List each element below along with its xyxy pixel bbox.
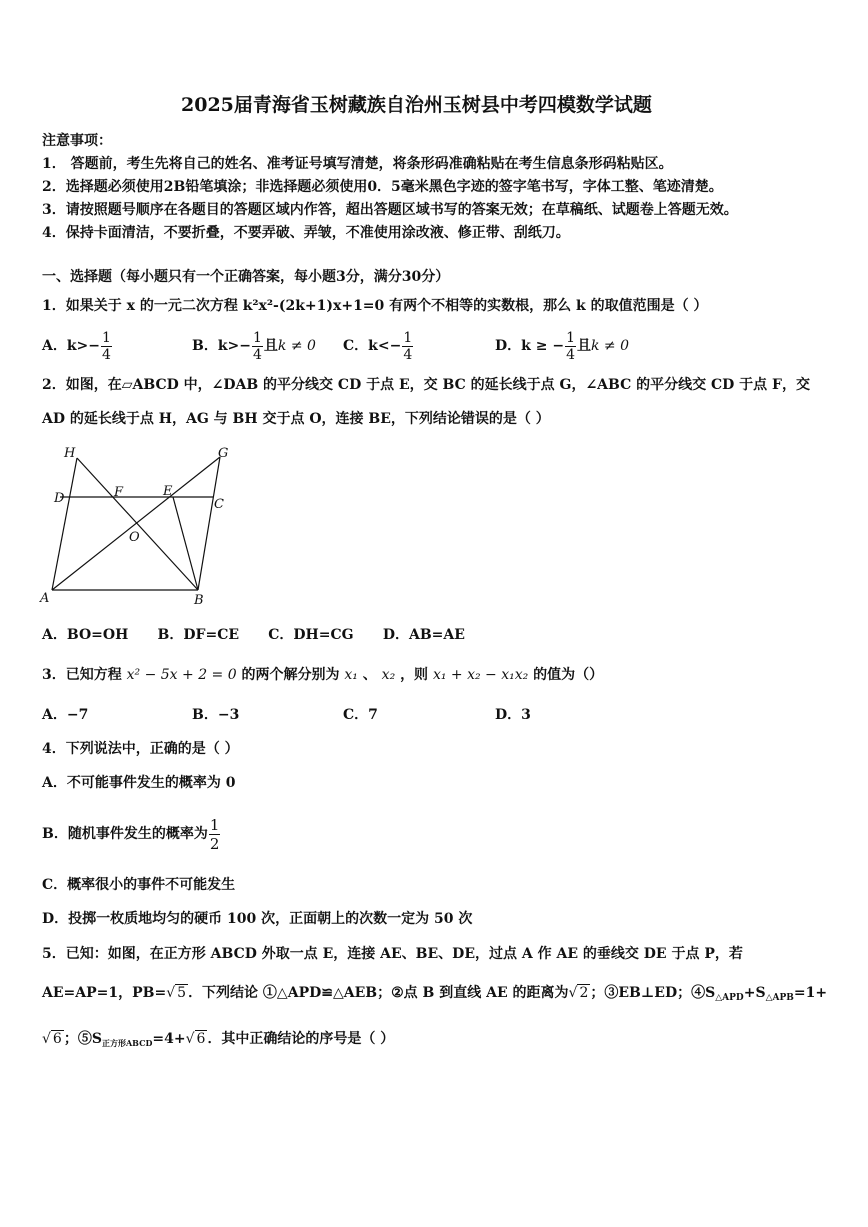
sqrt: √ 2 xyxy=(568,985,589,1001)
q3-stem-a: 3．已知方程 xyxy=(42,667,122,683)
notice-item-1: 1． 答题前，考生先将自己的姓名、准考证号填写清楚，将条形码准确粘贴在考生信息条形码粘贴区。 xyxy=(42,156,673,172)
q3-stem-d: 的值为（） xyxy=(533,667,604,683)
q1-option-b-tail: 且 xyxy=(263,338,278,354)
sqrt: √ 6 xyxy=(42,1031,62,1047)
q5-text: ；③EB⊥ED；④S xyxy=(590,985,716,1001)
q5-text: AE=AP=1，PB= xyxy=(42,985,167,1001)
q4-option-a: A．不可能事件发生的概率为 0 xyxy=(42,775,236,791)
q5-text: ．其中正确结论的序号是（ ） xyxy=(207,1031,395,1047)
fraction: $\frac{1}{4}$ xyxy=(566,329,575,363)
label-g: G xyxy=(218,446,229,461)
fraction: $\frac{1}{4}$ xyxy=(253,329,262,363)
q1-option-a xyxy=(42,326,113,366)
q4-option-c: C．概率很小的事件不可能发生 xyxy=(42,877,236,893)
q3-option-c: C．7 xyxy=(343,707,378,723)
q3-x1: x₁ xyxy=(344,667,358,683)
q1-stem: 1．如果关于 x 的一元二次方程 k²x²-(2k+1)x+1=0 有两个不相等的实数根，那么 k 的取值范围是（ ） xyxy=(42,298,708,314)
q5-text: =4+ xyxy=(152,1031,186,1047)
subscript: △APB xyxy=(765,993,794,1003)
subscript: 正方形ABCD xyxy=(101,1038,153,1048)
page-title: 2025届青海省玉树藏族自治州玉树县中考四模数学试题 xyxy=(181,94,652,116)
q1-option-a-label: A．k>− xyxy=(42,338,101,354)
q3-option-d: D．3 xyxy=(495,707,531,723)
q1-option-d xyxy=(495,326,629,366)
q5-stem-line3 xyxy=(42,1030,394,1052)
q5-text: ；⑤S xyxy=(63,1031,102,1047)
label-c: C xyxy=(214,497,224,512)
q1-option-d-label: D．k ≥ − xyxy=(495,338,565,354)
label-b: B xyxy=(194,593,204,608)
q4-option-b-label: B．随机事件发生的概率为 xyxy=(42,826,208,842)
notice-item-3: 3．请按照题号顺序在各题目的答题区域内作答，超出答题区域书写的答案无效；在草稿纸、试题卷上答题无效。 xyxy=(42,202,738,218)
notice-item-4: 4．保持卡面清洁，不要折叠，不要弄破、弄皱，不准使用涂改液、修正带、刮纸刀。 xyxy=(42,225,570,241)
subscript: △APD xyxy=(715,993,744,1003)
label-d: D xyxy=(54,491,65,506)
q3-option-b: B．−3 xyxy=(192,707,240,723)
label-e: E xyxy=(163,484,173,499)
q5-text: ．下列结论 ①△APD≌△AEB；②点 B 到直线 AE 的距离为 xyxy=(188,985,569,1001)
section-heading: 一、选择题（每小题只有一个正确答案，每小题3分，满分30分） xyxy=(42,269,450,285)
q1-option-c-label: C．k<− xyxy=(343,338,402,354)
q5-stem-line1: 5．已知：如图，在正方形 ABCD 外取一点 E，连接 AE、BE、DE，过点 A 作 AE 的垂线交 DE 于点 P，若 xyxy=(42,946,743,962)
q1-option-d-tail: 且 xyxy=(576,338,591,354)
notice-heading: 注意事项： xyxy=(42,133,112,149)
q3-stem-c: ，则 xyxy=(400,667,429,683)
label-o: O xyxy=(129,530,140,545)
q4-option-d: D．投掷一枚质地均匀的硬币 100 次，正面朝上的次数一定为 50 次 xyxy=(42,911,473,927)
q3-option-a: A．−7 xyxy=(42,707,89,723)
q4-option-b xyxy=(42,813,221,855)
fraction: $\frac{1}{2}$ xyxy=(209,815,220,853)
q2-stem-line2: AD 的延长线于点 H，AG 与 BH 交于点 O，连接 BE，下列结论错误的是（ ） xyxy=(42,411,550,427)
parallelogram-figure xyxy=(38,440,238,612)
notice-item-2: 2．选择题必须使用2B铅笔填涂；非选择题必须使用0．5毫米黑色字迹的签字笔书写，字体工整、笔迹清楚。 xyxy=(42,179,723,195)
q5-text: +S xyxy=(743,985,766,1001)
q1-option-d-cond: k ≠ 0 xyxy=(590,338,630,354)
q5-text: =1+ xyxy=(793,985,828,1001)
label-f: F xyxy=(114,485,124,500)
fraction: $\frac{1}{4}$ xyxy=(403,329,413,363)
q3-sep: 、 xyxy=(362,667,377,683)
q3-x2: x₂ xyxy=(381,667,396,683)
q2-options: A．BO=OH B．DF=CE C．DH=CG D．AB=AE xyxy=(42,627,465,643)
label-a: A xyxy=(40,591,50,606)
q1-option-c xyxy=(343,326,414,366)
sqrt: √ 5 xyxy=(166,985,187,1001)
sqrt: √ 6 xyxy=(185,1031,206,1047)
fraction: $\frac{1}{4}$ xyxy=(102,329,111,363)
q3-expression: x₁ + x₂ − x₁x₂ xyxy=(432,667,529,683)
q3-equation: x² − 5x + 2 = 0 xyxy=(126,667,237,683)
q2-stem-line1: 2．如图，在▱ABCD 中，∠DAB 的平分线交 CD 于点 E，交 BC 的延长线于点 G，∠ABC 的平分线交 CD 于点 F，交 xyxy=(42,377,810,393)
q4-stem: 4．下列说法中，正确的是（ ） xyxy=(42,741,239,757)
q1-option-b xyxy=(192,326,316,366)
q1-option-b-cond: k ≠ 0 xyxy=(277,338,316,354)
label-h: H xyxy=(64,446,76,461)
q1-option-b-label: B．k>− xyxy=(192,338,251,354)
q3-stem xyxy=(42,666,603,684)
q5-stem-line2 xyxy=(42,984,827,1007)
q3-stem-b: 的两个解分别为 xyxy=(241,667,340,683)
